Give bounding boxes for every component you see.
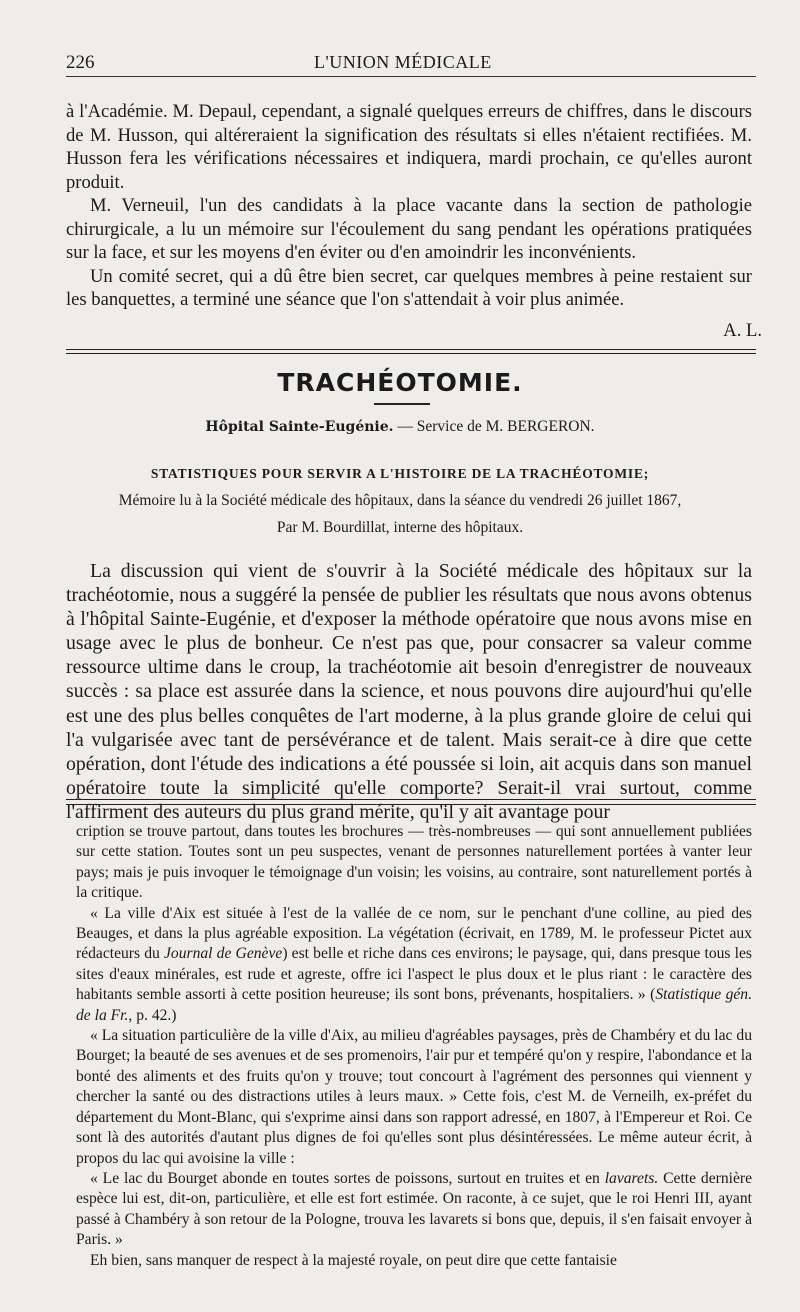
section-divider bbox=[66, 349, 756, 350]
footnote-paragraph-5: Eh bien, sans manquer de respect à la majesté royale, on peut dire que cette fantaisie bbox=[90, 1251, 617, 1269]
academy-report bbox=[66, 100, 752, 312]
footnote-paragraph-1: cription se trouve partout, dans toutes les brochures — très-nombreuses — qui sont annuellement publiées sur cette station. Toutes sont un peu suspectes, venant de personnes naturellement portées à vanter leur pays; mais je puis invoquer le témoignage d'un voisin; les voisins, au contraire, sont naturellement portés à la critique. bbox=[76, 823, 752, 902]
footnote-paragraph-3: « La situation particulière de la ville d'Aix, au milieu d'agréables paysages, près de Chambéry et du lac du Bourget; la beauté de ses avenues et de ses promenoirs, l'air pur et tempéré qu'on y respire, l'abondance et la bonté des aliments et des fruits qu'on y trouve; tout concourt à l'agrément des personnes qui viennent y chercher la santé ou des distractions utiles à leurs maux. » Cette fois, c'est M. de Verneilh, ex-préfet du département du Mont-Blanc, qui s'exprime ainsi dans son rapport adressé, en 1807, à l'Empereur et Roi. Ce sont là des autorités d'autant plus dignes de foi qu'elles sont plus désintéressées. Le même auteur écrit, à propos du lac qui avoisine la ville : bbox=[76, 1027, 752, 1167]
article-paragraph: La discussion qui vient de s'ouvrir à la Société médicale des hôpitaux sur la trachéotomie, nous a suggéré la pensée de publier les résultats que nous avons obtenus à l'hôpital Sainte-Eugénie, et d'exposer la méthode opératoire que nous avons mise en usage avec le plus de bonheur. Ce n'est pas que, pour consacrer sa valeur comme ressource ultime dans le croup, la trachéotomie ait besoin d'enregistrer de nouveaux succès : sa place est assurée dans la science, et nous pouvons dire aujourd'hui qu'elle est une des plus belles conquêtes de l'art moderne, à la plus grande gloire de celui qui l'a vulgarisée avec tant de persévérance et de talent. Mais serait-ce à dire que cette opération, dont l'étude des indications a été poussée si loin, ait acquis dans son manuel opératoire toute la simplicité qu'elle comporte? Serait-il vrai surtout, comme l'affirment des auteurs du plus grand mérite, qu'il y ait avantage pour bbox=[66, 560, 752, 823]
page-number: 226 bbox=[66, 52, 95, 73]
report-paragraph-3: Un comité secret, qui a dû être bien secret, car quelques membres à peine restaient sur les banquettes, a terminé une séance que l'on s'attendait à voir plus animée. bbox=[66, 265, 752, 310]
footnote-divider bbox=[66, 799, 756, 800]
report-paragraph-2: M. Verneuil, l'un des candidats à la place vacante dans la section de pathologie chirurgicale, a lu un mémoire sur l'écoulement du sang pendant les opérations pratiquées sur la face, et sur les moyens d'en éviter ou d'en amoindrir les inconvénients. bbox=[66, 195, 752, 263]
article-body bbox=[66, 559, 752, 824]
fish-name: lavarets. bbox=[604, 1169, 659, 1187]
footnote-text: « Le lac du Bourget abonde en toutes sortes de poissons, surtout en truites et en bbox=[90, 1169, 605, 1187]
footnote-text: ) est belle et riche dans ces environs; le paysage, qui, dans presque tous les sites d'eaux minérales, est rude et agreste, offre ici l'aspect le plus doux et le plus riant : le caractère des habitants semble assorti à cette position heureuse; ils sont bons, prévenants, hospitaliers. » ( bbox=[76, 945, 752, 1004]
memoir-line: Mémoire lu à la Société médicale des hôpitaux, dans la séance du vendredi 26 juillet 1867, bbox=[118, 492, 682, 509]
article-subtitle: STATISTIQUES POUR SERVIR A L'HISTOIRE DE LA TRACHÉOTOMIE; bbox=[150, 466, 650, 481]
hospital-name: Hôpital Sainte-Eugénie. bbox=[205, 419, 394, 435]
citation-title: Statistique gén. de la Fr. bbox=[76, 986, 752, 1024]
report-signature: A. L. bbox=[723, 320, 762, 341]
service-name: — Service de M. BERGERON. bbox=[397, 418, 595, 435]
footnote-paragraph-4 bbox=[76, 1169, 752, 1251]
footnotes bbox=[76, 822, 752, 1271]
footnote-divider bbox=[66, 804, 756, 805]
author-line: Par M. Bourdillat, interne des hôpitaux. bbox=[276, 519, 524, 536]
running-head: L'UNION MÉDICALE bbox=[314, 52, 492, 72]
footnote-paragraph-2 bbox=[76, 904, 752, 1026]
page-header bbox=[66, 50, 756, 77]
report-paragraph-1: à l'Académie. M. Depaul, cependant, a signalé quelques erreurs de chiffres, dans le discours de M. Husson, qui altéreraient la signification des résultats si elles n'étaient rectifiées. M. Husson fera les vérifications nécessaires et indiquera, mardi prochain, ce qu'elles auront produit. bbox=[66, 101, 752, 193]
footnote-text: , p. 42.) bbox=[128, 1006, 177, 1024]
article-title: TRACHÉOTOMIE. bbox=[277, 368, 523, 397]
hospital-line bbox=[0, 418, 800, 436]
footnote-text: « La ville d'Aix est située à l'est de la vallée de ce nom, sur le penchant d'une colline, au pied des Beauges, et dans la plus agréable exposition. La végétation (écrivait, en 1789, M. le professeur Pictet aux rédacteurs du bbox=[76, 904, 752, 963]
journal-name: Journal de Genève bbox=[164, 945, 283, 963]
footnote-text: Cette dernière espèce lui est, dit-on, particulière, et elle est fort estimée. On raconte, à ce sujet, que le roi Henri III, ayant passé à Chambéry à son retour de la Pologne, trouva les lavarets si bons que, depuis, il s'en faisait envoyer à Paris. » bbox=[76, 1169, 753, 1249]
title-underline bbox=[374, 403, 430, 405]
section-divider bbox=[66, 353, 756, 354]
